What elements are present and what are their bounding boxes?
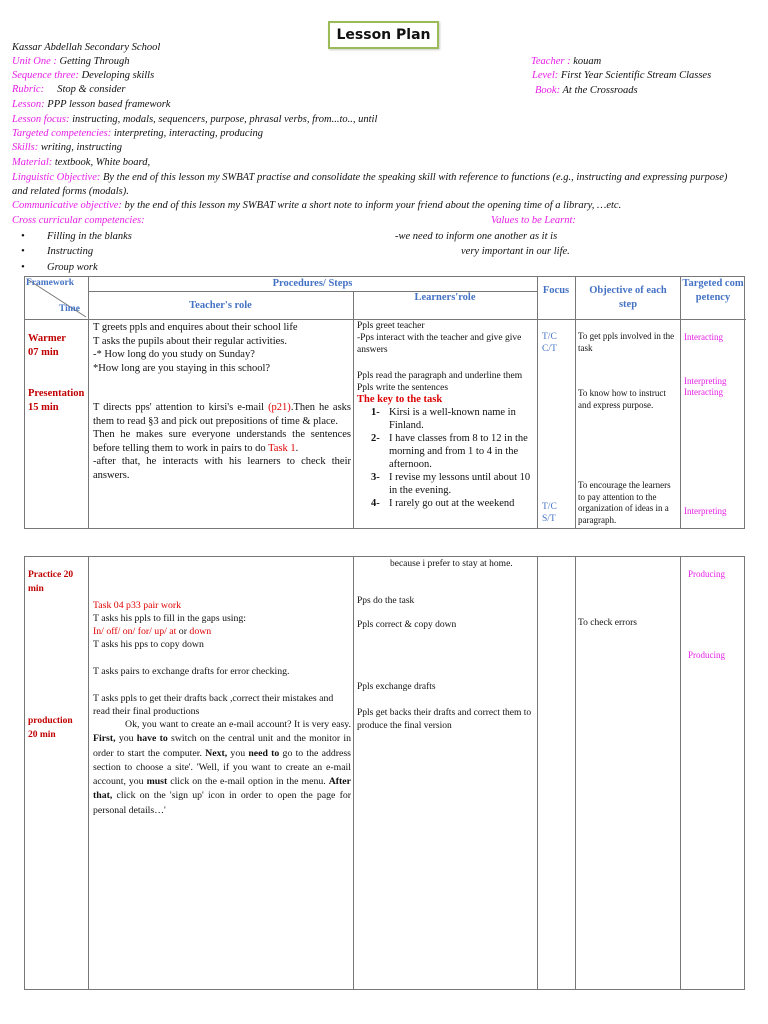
material-line: [12, 156, 150, 170]
teacher-step: T asks the pupils about their regular activities.: [93, 335, 288, 347]
competency: Producing: [688, 569, 725, 579]
key-item: [357, 471, 535, 497]
stage-time: 15 min: [28, 401, 59, 413]
competencies-label: Targeted competencies:: [12, 128, 112, 139]
lesson-table-1: [24, 276, 745, 529]
learner-step: -Pps interact with the teacher and give give answers: [357, 333, 522, 355]
cross-item: • Group work: [35, 261, 98, 275]
key-list: [357, 406, 535, 510]
text: or: [176, 626, 190, 637]
focus-value: C/T: [542, 344, 557, 354]
learner-step: Pps do the task: [357, 596, 415, 606]
cross-item: • Instructing: [35, 245, 93, 259]
model-text: [93, 718, 351, 818]
learner-step: Ppls greet teacher: [357, 321, 425, 331]
competency: Producing: [688, 650, 725, 660]
key-item: [357, 497, 535, 510]
header-teacher-role: Teacher's role: [189, 300, 252, 311]
unit-value: Getting Through: [56, 56, 130, 67]
teacher-role-presentation: [93, 401, 351, 483]
competencies-value: interpreting, interacting, producing: [111, 128, 263, 139]
rubric-label: Rubric:: [12, 84, 45, 95]
values-label: Values to be Learnt:: [491, 215, 576, 226]
focus-value: T/C: [542, 502, 557, 512]
focus-label: Lesson focus:: [12, 114, 70, 125]
learner-step: Ppls write the sentences: [357, 383, 449, 393]
cross-curricular-label: Cross curricular competencies:: [12, 215, 145, 226]
linguistic-value: By the end of this lesson my SWBAT practise and consolidate the speaking skill with reference to functions (e.g., instructing and expressing purpose) and related forms (modals).: [12, 172, 728, 197]
stage-name: Warmer: [28, 333, 66, 344]
bold-word: must: [146, 776, 168, 788]
preposition: down: [189, 626, 212, 637]
level-label: Level:: [532, 70, 559, 81]
skills-line: [12, 141, 122, 155]
item-text: I have classes from 8 to 12 in the morning and from 1 to 4 in the afternoon.: [389, 433, 528, 470]
teacher-step: -after that, he interacts with his learners to check their answers.: [93, 456, 351, 481]
stage-practice: Practice 20 min: [28, 570, 74, 594]
unit-line: [12, 55, 129, 69]
teacher-role-practice: [93, 599, 351, 818]
header-objective: Objective of each step: [589, 285, 667, 310]
objective: To check errors: [578, 618, 637, 628]
header-learners-role: Learners'role: [414, 292, 476, 303]
value-line: -we need to inform one another as it is: [395, 231, 558, 242]
school-name: Kassar Abdellah Secondary School: [12, 42, 161, 53]
learner-step: Ppls correct & copy down: [357, 620, 457, 630]
teacher-step: T asks his pps to copy down: [93, 639, 204, 650]
learner-step: Ppls get backs their drafts and correct them to produce the final version: [357, 708, 532, 731]
learner-step: Ppls exchange drafts: [357, 682, 436, 692]
text: .Then he asks them to read §3 and pick out prepositions of time & place.: [93, 402, 352, 427]
cross-item: • Filling in the blanks: [35, 230, 132, 244]
text: switch on the central unit and the monitor in order to start the computer.: [93, 733, 351, 759]
text: you: [227, 747, 249, 759]
preposition-list: In/ off/ on/ for/ up/ at: [93, 626, 177, 637]
competencies-line: [12, 127, 263, 141]
stage-time: 07 min: [28, 346, 59, 358]
lesson-table-2: [24, 556, 745, 990]
page-title: Lesson Plan: [328, 21, 439, 49]
bold-word: After that,: [93, 776, 351, 802]
competency: [684, 376, 726, 398]
teacher-step: [93, 428, 351, 455]
item-number: 1-: [371, 407, 380, 418]
level-line: [532, 69, 711, 83]
header-framework: Framework: [26, 278, 75, 288]
stage-production: production 20 min: [28, 716, 73, 740]
header-time: Time: [59, 304, 80, 314]
rubric-line: [12, 83, 125, 97]
stage-presentation: [28, 387, 84, 414]
stage-warmer: [28, 332, 66, 359]
item-number: 2-: [371, 433, 380, 444]
linguistic-objective: [12, 171, 732, 199]
page-ref: (p21): [268, 402, 291, 413]
teacher-step: T asks his ppls to fill in the gaps using:: [93, 613, 247, 624]
item-text: I revise my lessons until about 10 in the evening.: [389, 472, 531, 496]
communicative-objective: [12, 199, 621, 213]
text: go to the address section to choose a site'. 'Well, if you want to create an e-mail account, you: [93, 747, 351, 788]
unit-label: Unit One :: [12, 56, 57, 67]
material-label: Material:: [12, 157, 53, 168]
header-focus: Focus: [542, 285, 570, 296]
key-item: [357, 432, 535, 471]
competency: Interpreting: [684, 506, 727, 516]
item-number: 3-: [371, 472, 380, 483]
header-procedures: Procedures/ Steps: [272, 278, 353, 289]
skills-value: writing, instructing: [38, 142, 122, 153]
text: Ok, you want to create an e-mail account? It is very easy.: [125, 719, 351, 730]
key-item: [357, 406, 535, 432]
rubric-value: Stop & consider: [44, 84, 126, 95]
bold-word: need to: [248, 747, 280, 759]
text: T directs pps' attention to kirsi's e-mail: [93, 402, 269, 413]
text: click on the 'sign up' icon in order to open the page for personal details…': [93, 790, 351, 816]
objective-2: To know how to instruct and express purpose.: [578, 388, 666, 410]
teacher-step: -* How long do you study on Sunday?: [93, 349, 255, 361]
book-value: At the Crossroads: [560, 85, 638, 96]
teacher-label: Teacher :: [531, 56, 571, 67]
bold-word: First,: [93, 733, 116, 745]
competency-value: Interpreting: [684, 376, 727, 386]
competency-value: Interacting: [684, 387, 723, 397]
teacher-line: [531, 55, 601, 69]
teacher-step: T asks ppls to get their drafts back ,correct their mistakes and read their final productions: [93, 693, 334, 717]
bold-word: have to: [136, 733, 168, 745]
skills-label: Skills:: [12, 142, 39, 153]
teacher-step: *How long are you staying in this school?: [93, 362, 271, 374]
text: .: [295, 442, 299, 454]
level-value: First Year Scientific Stream Classes: [558, 70, 712, 81]
task-label: Task 04 p33 pair work: [93, 600, 182, 611]
stage-name: Presentation: [28, 388, 85, 399]
header-targeted: Targeted competency: [682, 278, 744, 303]
teacher-role-warmer: [93, 321, 351, 375]
learners-role: [357, 320, 535, 510]
focus-warmer: [542, 331, 557, 355]
focus-line: [12, 113, 377, 127]
text: click on the e-mail option in the menu.: [167, 776, 329, 788]
competency: Interacting: [684, 332, 723, 342]
focus-presentation: [542, 501, 557, 525]
key-label: The key to the task: [357, 394, 443, 405]
learner-step: Ppls read the paragraph and underline them: [357, 371, 523, 381]
sequence-label: Sequence three:: [12, 70, 79, 81]
communicative-value: by the end of this lesson my SWBAT write a short note to inform your friend about the opening time of a library, …etc.: [121, 200, 622, 211]
sequence-line: [12, 69, 154, 83]
lesson-label: Lesson:: [12, 99, 45, 110]
linguistic-label: Linguistic Objective:: [12, 172, 101, 183]
focus-value: T/C: [542, 332, 557, 342]
text: Then he makes sure everyone understands the sentences before telling them to work in pairs to do: [93, 429, 351, 454]
bold-word: Next,: [205, 747, 228, 759]
objective-1: To get ppls involved in the task: [578, 331, 675, 353]
communicative-label: Communicative objective:: [12, 200, 122, 211]
focus-value: instructing, modals, sequencers, purpose, phrasal verbs, from...to.., until: [69, 114, 378, 125]
item-text: I rarely go out at the weekend: [389, 498, 515, 509]
book-label: Book:: [535, 85, 561, 96]
learner-step: because i prefer to stay at home.: [390, 559, 513, 569]
text: you: [115, 733, 137, 745]
focus-value: S/T: [542, 514, 556, 524]
teacher-step: T greets ppls and enquires about their school life: [93, 322, 298, 333]
teacher-value: kouam: [570, 56, 602, 67]
lesson-line: [12, 98, 170, 112]
task-ref: Task 1: [268, 442, 296, 454]
lesson-value: PPP lesson based framework: [44, 99, 171, 110]
value-line: very important in our life.: [461, 246, 570, 257]
material-value: textbook, White board,: [52, 157, 151, 168]
item-text: Kirsi is a well-known name in Finland.: [389, 407, 516, 431]
item-number: 4-: [371, 498, 380, 509]
objective-3: To encourage the learners to pay attention to the organization of ideas in a paragraph.: [578, 480, 671, 525]
prepositions: [93, 625, 351, 638]
teacher-step: T asks pairs to exchange drafts for error checking.: [93, 666, 290, 677]
sequence-value: Developing skills: [78, 70, 155, 81]
teacher-step: [93, 401, 351, 428]
book-line: [535, 84, 638, 98]
